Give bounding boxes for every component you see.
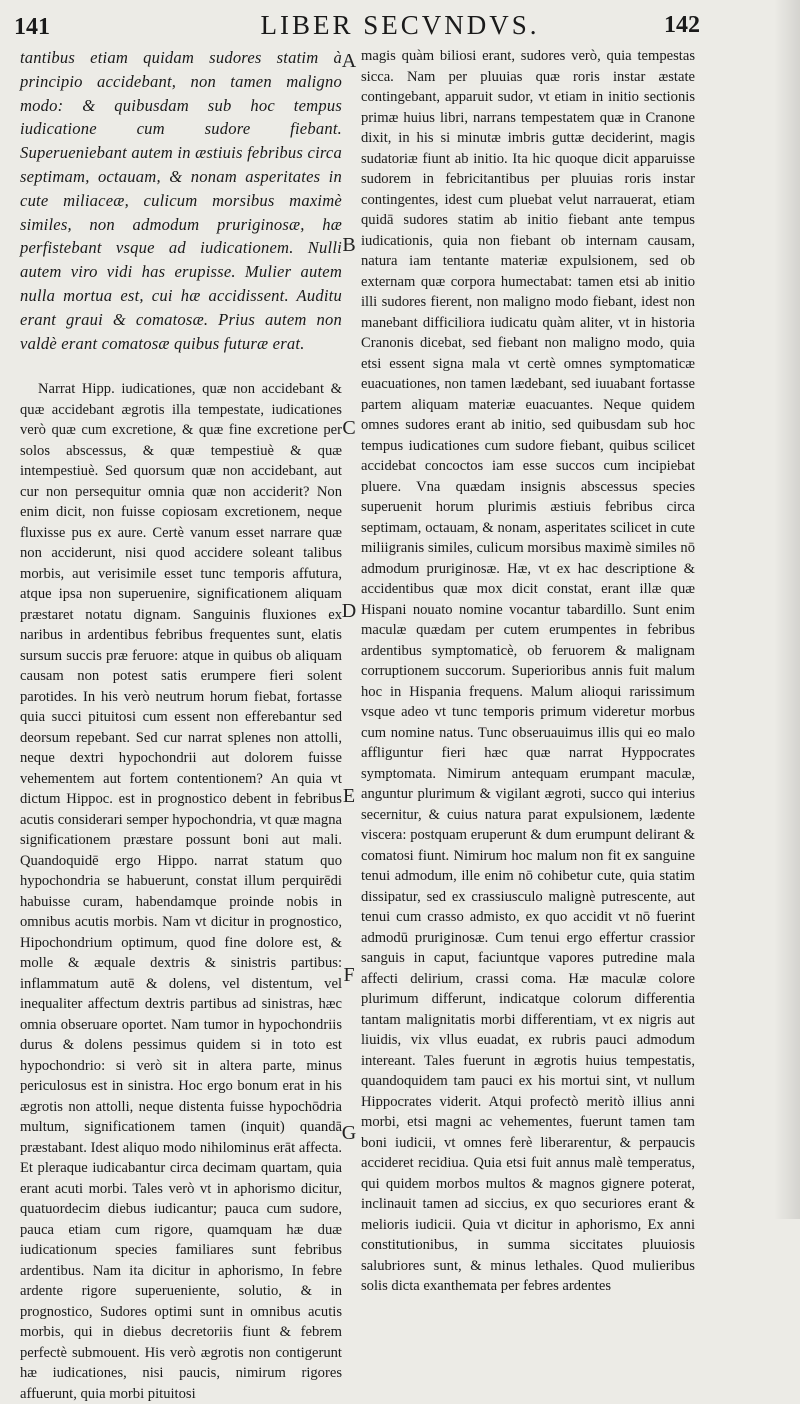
margin-marker-b: B bbox=[342, 234, 356, 256]
folio-right: 142 bbox=[664, 12, 700, 38]
page-header bbox=[0, 8, 800, 42]
margin-marker-a: A bbox=[341, 50, 357, 72]
hippocratic-text: tantibus etiam quidam sudores statim à principio accidebant, non tamen maligno modo: & quibusdam sub hoc tempus iudicatione cum sudore fiebant. Superueniebant autem in æstiuis febribus circa septimam, octauam, & nonam asperitates in cute miliaceæ, culicum morsibus maximè similes, non admodum pruriginosæ, hæ perfistebant vsque ad iudicationem. Nulli autem viro vidi has erupisse. Mulier autem nulla mortua est, cui hæ accidissent. Auditu erant graui & comatosæ. Prius autem non valdè erant comatosæ quibus futuræ erat. bbox=[20, 48, 342, 353]
page-edge-shadow bbox=[774, 0, 800, 1219]
margin-marker-e: E bbox=[342, 785, 356, 807]
running-head: LIBER SECVNDVS. bbox=[260, 10, 540, 40]
margin-marker-g: G bbox=[341, 1122, 357, 1144]
margin-marker-f: F bbox=[343, 964, 355, 986]
folio-left: 141 bbox=[14, 14, 50, 40]
margin-marker-c: C bbox=[342, 417, 356, 439]
left-column bbox=[20, 46, 342, 1404]
right-column-text: magis quàm biliosi erant, sudores verò, quia tempestas sicca. Nam per pluuias quæ roris instar æstate contingebant, apparuit sudor, vt etiam in initio sectionis primæ huius libri, narrans tempestatem quæ in Cranone dixit, in his si minutæ imbris guttæ deciderint, magis sudatoriæ fiunt ab initio. Ita hic quoque dicit apparuisse sudorem in febricitantibus per pluuias roris instar contingentes, idest cum pluebat velut narrauerat, etiam quidā sudores statim ab initio fiebant ante tempus iudicationis, quia non fiebant ob internam causam, natura iam tentante materiæ expulsionem, sed ob externam quæ corpora humectabat: tamen etsi ab initio illi sudores fierent, non maligno modo fiebant, idest non manebant difficiliora iudicatu quàm aliter, vt in historia Cranonis dicebat, sed fiebant non maligno modo, quia etsi essent signa mala vt certè omnes symptomaticæ euacuationes, non tamen lædebant, sed iuuabant fortasse partem aliquam materiæ euacuantes. Neque quidem omnes sudores erant ab initio, sed quibusdam sub hoc tempus iudicationes cum sudore fiebant, quibus scilicet accidebat concoctos iam esse succos cum incipiebat pluere. Vna quædam insignis abscessus species superuenit horum plurimis æstiuis febribus circa septimam, octauam, & nonam, asperitates scilicet in cute miliigranis similes, culicum morsibus maximè similes nō admodum pruriginosæ. Hæ, vt ex hac descriptione & accidentibus quæ mox dicit constat, erant illæ quæ Hispani nouato nomine vocantur tabardillo. Sunt enim maculæ quædam per cutem erumpentes in febribus ardentibus symptomaticè, ob feruorem & malignam corruptionem succorum. Superioribus annis fuit malum hoc in Hispania frequens. Malum alioqui rarissimum vsque adeo vt tunc temporis primum videretur morbus cum nomine natus. Tunc obseruauimus illis qui eo malo affliguntur fieri hæc quæ narrat Hyppocrates symptomata. Nimirum antequam erumpant maculæ, anguntur plurimum & vigilant ægroti, succo qui interius secernitur, & cuius natura parat expulsionem, lædente viscera: postquam eruperunt & dum erumpunt delirant & comatosi fiunt. Nimirum hoc malum non fit ex sanguine tenui admodum, ille enim nō cohibetur cute, quia statim dissipatur, sed ex crassiusculo malignè putrescente, aut tenui cum crasso admisto, ex quo accidit vt nō fuerint admodū pruriginosæ. Cum tenui ergo effertur crassior sanguis in caput, faciuntque vapores putredine mala affecti delirium, crassi coma. Hæ maculæ colore plurimum differunt, indicatque colorum differentia tantam malignitatis morbi differentiam, vt ex nigris aut liuidis, vix vllus euadat, ex rubris pauci admodum intereant. Tales fuerunt in ægrotis huius tempestatis, quandoquidem tam pauci ex his mortui sint, vt nullum Hippocrates viderit. Atqui profectò meritò illius anni morbi, etsi magni ac vehementes, fuerunt tamen tam boni iudicii, vt omnes ferè liberarentur, & perpaucis accideret recidiua. Quia etsi fuit annus malè temperatus, qui quidem morbos multos & magnos gignere poterat, inclinauit tamen ad siccius, ex quo securiores erant & melioris iudicii. Quia vt dicitur in aphorismo, Ex anni constitutionibus, in summa siccitates pluuiosis salubriores sunt, & minus lethales. Quod mulieribus solis dicta exanthemata per febres ardentes bbox=[361, 48, 695, 1294]
right-column bbox=[361, 46, 695, 1297]
margin-marker-d: D bbox=[341, 600, 357, 622]
commentary-text: Narrat Hipp. iudicationes, quæ non accidebant & quæ accidebant ægrotis illa tempestate, iudicationes verò quæ cum excretione, & quæ fine excretione per solos abscessus, & quæ tempestiuè & quæ intempestiuè. Sed quorsum quæ non accidebant, aut cur non persequitur omnia quæ non acciderit? Non enim dicit, non fuisse copiosam excretionem, neque fluxisse pus ex aure. Certè vanum esset narrare quæ non acciderunt, nisi quod accidere soleant talibus morbis, aut verisimile esset tunc temporis affutura, atque ipsa non superuenire, significationem aliquam præstaret notatu dignam. Sanguinis fluxiones ex naribus in ardentibus febribus frequentes sunt, elatis sursum succis præ feruore: atque in quibus ob aliquam causam non potest satis erumpere fieri solent parotides. In his verò neutrum horum fiebat, fortasse quia succi pituitosi cum essent non efferebantur sed deorsum repebant. Sed cur narrat splenes non attolli, neque dextri hypochondrii aut dolorem fuisse vehementem aut fortem contentionem? An quia vt dictum Hippoc. est in prognostico debent in febribus acutis considerari semper hypochondria, vt quæ magna significationem præstare possunt boni aut mali. Quandoquidē ergo Hippo. narrat statum quo hypochondria se habuerunt, constat illum perquirēdi habuisse curam, habendamque proinde nobis in omnibus acutis morbis. Nam vt dicitur in prognostico, Hipochondrium optimum, quod fine dolore est, & molle & æquale dextris & sinistris partibus: inflammatum autē & dolens, vel distentum, vel inequaliter affectum dextris partibus ad sinistras, hæc omnia obseruare oportet. Nam tumor in hypochondriis durus & dolens pessimus quidem si in toto est hypochondrio: si verò sit in altera parte, minus periculosus est in sinistra. Hoc ergo bonum erat in his ægrotis non attolli, neque distenta fuisse hypochōdria multum, significationem tamen (inquit) quandā præstabant. Idest aliquo modo nihilominus erāt affecta. Et pleraque iudicabantur circa decimam quartam, quia erant acuti morbi. Tales verò vt in aphorismo dicitur, quatuordecim diebus iudicantur; pauca cum sudore, pauca etiam cum rigore, quamquam hæ duæ iudicationum species familiares sunt febribus ardentibus. Nam ita dicitur in aphorismo, In febre ardente rigore superueniente, solutio, & in prognostico, Sudores optimi sunt in omnibus acutis morbis, qui in diebus decretoriis fiunt & febrem perfectè submouent. His verò ægrotis non contigerunt hæ iudicationes, nisi paucis, nimirum rigores affuerunt, quia morbi pituitosi bbox=[20, 381, 342, 1402]
